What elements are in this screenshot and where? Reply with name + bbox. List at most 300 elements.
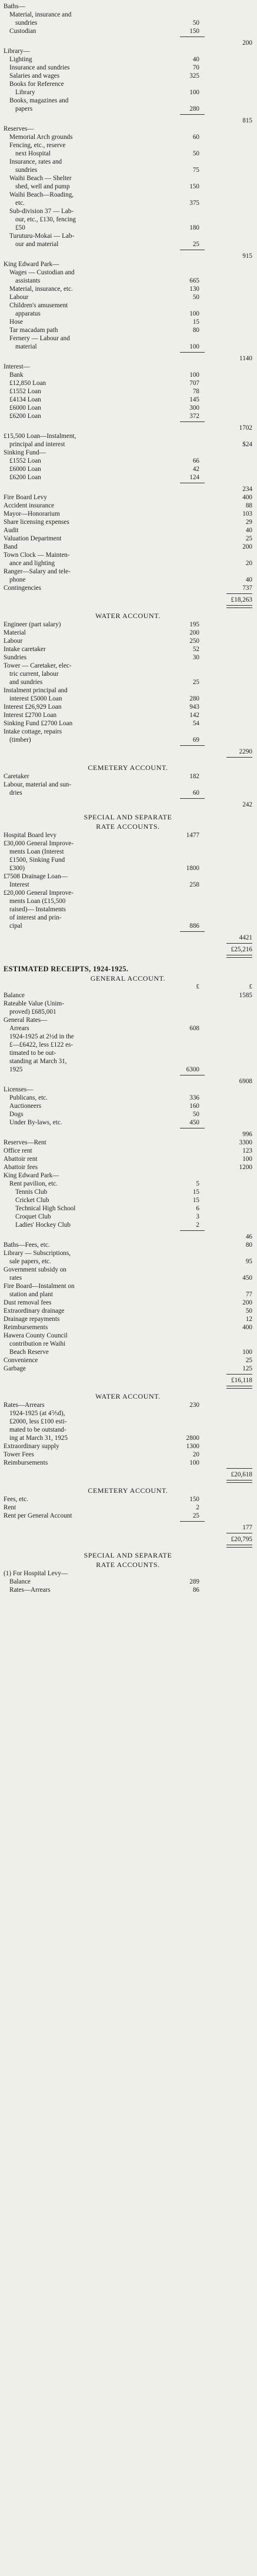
ledger-item-label: shed, well and pump — [15, 183, 70, 190]
ledger-row — [4, 856, 252, 864]
ledger-item-label: Ranger—Salary and tele- — [4, 568, 71, 575]
ledger-item-label: Sub-division 37 — Lab- — [9, 208, 74, 215]
ledger-item-label: Tennis Club — [15, 1189, 48, 1196]
ledger-amount: 70 — [192, 64, 199, 71]
ledger-item-label: our, etc., £130, fencing — [15, 216, 76, 223]
ledger-item-label: £6000 Loan — [9, 466, 41, 473]
ledger-total-amount: 88 — [245, 502, 252, 509]
ledger-total-amount: £18,263 — [231, 596, 252, 603]
ledger-row — [4, 695, 252, 703]
ledger-item-label: Baths— — [4, 3, 25, 10]
ledger-row — [4, 1204, 252, 1213]
ledger-item-label: Sundries — [4, 654, 27, 661]
ledger-row — [4, 864, 252, 872]
ledger-item-label: cipal — [9, 922, 22, 930]
ledger-item-label: Interest— — [4, 363, 30, 370]
ledger-amount: 124 — [189, 474, 199, 481]
ledger-row — [4, 1147, 252, 1155]
ledger-item-label: Publicans, etc. — [9, 1094, 48, 1101]
ledger-item-label: sundries — [15, 167, 38, 174]
ledger-item-label: Fernery — Labour and — [9, 335, 70, 342]
ledger-amount: 60 — [192, 134, 199, 141]
ledger-row — [4, 559, 252, 567]
ledger-item-label: Caretaker — [4, 773, 29, 780]
special-receipts-heading: SPECIAL AND SEPARATE — [84, 1551, 172, 1559]
ledger-item-label: station and plant — [9, 1291, 53, 1298]
ledger-amount: 50 — [192, 294, 199, 301]
ledger-total-amount: 80 — [245, 1241, 252, 1249]
ledger-amount: 160 — [189, 1103, 199, 1110]
ledger-row — [4, 1290, 252, 1299]
ledger-total-amount: 40 — [245, 527, 252, 534]
ledger-amount: 1800 — [186, 865, 199, 872]
special-accounts-subheading: RATE ACCOUNTS. — [96, 822, 160, 831]
ledger-item-label: principal and interest — [9, 441, 65, 448]
ledger-total-amount: 1140 — [239, 355, 252, 362]
ledger-amount: 100 — [189, 371, 199, 379]
ledger-amount: 100 — [189, 343, 199, 350]
ledger-amount: 886 — [189, 922, 199, 930]
ledger-row — [4, 285, 252, 293]
ledger-row — [4, 457, 252, 465]
ledger-row — [4, 881, 252, 889]
ledger-row — [4, 1523, 252, 1532]
ledger-row — [4, 1307, 252, 1315]
ledger-amount: 150 — [189, 1496, 199, 1503]
ledger-total-amount: 100 — [242, 1156, 252, 1163]
ledger-row — [4, 215, 252, 224]
ledger-row — [4, 1535, 252, 1543]
ledger-total-amount: 450 — [242, 1274, 252, 1282]
ledger-total-amount: 25 — [245, 535, 252, 542]
ledger-row — [4, 1503, 252, 1512]
ledger-row — [4, 1008, 252, 1016]
ledger-row — [4, 493, 252, 502]
ledger-item-label: Books, magazines and — [9, 97, 69, 104]
ledger-item-label: Lighting — [9, 56, 32, 63]
ledger-item-label: Convenience — [4, 1357, 38, 1364]
ledger-item-label: Rateable Value (Unim- — [4, 1000, 64, 1007]
ledger-total-amount: 50 — [245, 1307, 252, 1314]
ledger-row — [4, 897, 252, 905]
ledger-row — [4, 1085, 252, 1094]
ledger-total-amount: 29 — [245, 519, 252, 526]
ledger-row — [4, 1470, 252, 1479]
ledger-amount: 943 — [189, 703, 199, 711]
ledger-item-label: Reserves— — [4, 125, 34, 132]
ledger-row — [4, 465, 252, 473]
ledger-item-label: Office rent — [4, 1147, 32, 1154]
ledger-item-label: £1500, Sinking Fund — [9, 857, 65, 864]
ledger-item-label: King Edward Park— — [4, 1172, 59, 1179]
ledger-item-label: Extraordinary drainage — [4, 1307, 65, 1314]
ledger-item-label: Material, insurance, etc. — [9, 286, 73, 293]
ledger-item-label: Drainage repayments — [4, 1316, 60, 1323]
ledger-amount: 42 — [192, 466, 199, 473]
ledger-amount: 66 — [192, 457, 199, 464]
ledger-amount: 1300 — [186, 1443, 199, 1450]
ledger-row — [4, 991, 252, 1000]
ledger-item-label: Reimbursements — [4, 1324, 48, 1331]
ledger-item-label: £1552 Loan — [9, 457, 41, 464]
ledger-item-label: 1924-1925 (at 4⅖d), — [9, 1410, 65, 1417]
ledger-item-label: Interest £2700 Loan — [4, 712, 57, 719]
ledger-amount: 20 — [192, 1451, 199, 1458]
ledger-total-amount: £20,618 — [231, 1471, 252, 1478]
ledger-total-amount: 200 — [242, 543, 252, 550]
ledger-item-label: Rates—Arrears — [4, 1402, 45, 1409]
ledger-item-label: Town Clock — Mainten- — [4, 552, 70, 559]
ledger-item-label: Mayor—Honorarium — [4, 510, 60, 517]
ledger-amount: 608 — [189, 1025, 199, 1032]
ledger-row — [4, 1016, 252, 1024]
ledger-row — [4, 191, 252, 199]
ledger-amount: 707 — [189, 380, 199, 387]
ledger-item-label: Abattoir rent — [4, 1156, 38, 1163]
ledger-row — [4, 1340, 252, 1348]
ledger-item-label: Instalment principal and — [4, 687, 68, 694]
ledger-row — [4, 105, 252, 113]
ledger-row — [4, 326, 252, 334]
ledger-item-label: Reimbursements — [4, 1459, 48, 1466]
cemetery-expenditure-list — [4, 772, 252, 809]
ledger-amount: 60 — [192, 789, 199, 796]
pounds-total-header: £ — [249, 983, 252, 990]
ledger-row — [4, 728, 252, 736]
ledger-amount: 289 — [189, 1578, 199, 1585]
ledger-row — [4, 645, 252, 653]
ledger-row — [4, 1409, 252, 1418]
ledger-row — [4, 1282, 252, 1290]
ledger-row — [4, 736, 252, 744]
ledger-row — [4, 240, 252, 248]
ledger-item-label: Custodian — [9, 28, 36, 35]
ledger-row — [4, 1094, 252, 1102]
ledger-row — [4, 485, 252, 493]
ledger-item-label: Garbage — [4, 1365, 26, 1372]
ledger-item-label: Fire Board—Instalment on — [4, 1283, 75, 1290]
ledger-row — [4, 551, 252, 559]
ledger-row — [4, 150, 252, 158]
ledger-item-label: Labour — [9, 294, 29, 301]
ledger-row — [4, 670, 252, 678]
ledger-row — [4, 371, 252, 379]
total-rule — [4, 604, 252, 608]
ledger-row — [4, 19, 252, 27]
ledger-row — [4, 781, 252, 789]
ledger-amount: 450 — [189, 1119, 199, 1126]
ledger-amount: 2800 — [186, 1435, 199, 1442]
ledger-row — [4, 1418, 252, 1426]
ledger-row — [4, 1315, 252, 1323]
ledger-item-label: contribution re Waihi — [9, 1340, 66, 1347]
ledger-item-label: Under By-laws, etc. — [9, 1119, 62, 1126]
ledger-row — [4, 1356, 252, 1365]
ledger-row — [4, 502, 252, 510]
ledger-item-label: Hospital Board levy — [4, 832, 57, 839]
ledger-row — [4, 1376, 252, 1385]
ledger-total-amount: 915 — [242, 253, 252, 260]
ledger-item-label: £2000, less £100 esti- — [9, 1418, 67, 1425]
ledger-item-label: sundries — [15, 19, 38, 26]
ledger-amount: 3 — [196, 1213, 199, 1220]
ledger-row — [4, 596, 252, 604]
ledger-row — [4, 839, 252, 848]
ledger-row — [4, 1495, 252, 1503]
ledger-row — [4, 772, 252, 781]
ledger-row — [4, 158, 252, 166]
ledger-row — [4, 11, 252, 19]
ledger-row — [4, 584, 252, 592]
ledger-amount: 50 — [192, 19, 199, 26]
ledger-row — [4, 1442, 252, 1450]
ledger-item-label: Rates—Arrears — [9, 1586, 51, 1594]
ledger-item-label: Band — [4, 543, 18, 550]
ledger-row — [4, 133, 252, 141]
receipts-list — [4, 991, 252, 1388]
ledger-total-amount: 77 — [245, 1291, 252, 1298]
ledger-item-label: Hawera County Council — [4, 1332, 68, 1339]
general-account-heading: GENERAL ACCOUNT. — [90, 974, 166, 982]
ledger-total-amount: $24 — [242, 441, 252, 448]
ledger-row — [4, 27, 252, 35]
ledger-item-label: Baths—Fees, etc. — [4, 1241, 50, 1249]
ledger-total-amount: 1585 — [239, 992, 252, 999]
ledger-item-label: of interest and prin- — [9, 914, 62, 921]
ledger-item-label: Contingencies — [4, 585, 42, 592]
ledger-total-amount: £20,795 — [231, 1536, 252, 1543]
ledger-item-label: Cricket Club — [15, 1197, 49, 1204]
ledger-row — [4, 1000, 252, 1008]
ledger-item-label: Balance — [9, 1578, 31, 1585]
ledger-item-label: £12,850 Loan — [9, 380, 46, 387]
ledger-row — [4, 1110, 252, 1118]
water-receipts-heading: WATER ACCOUNT. — [95, 1392, 161, 1400]
ledger-item-label: Salaries and wages — [9, 72, 60, 79]
ledger-item-label: £15,500 Loan—Instalment, — [4, 433, 76, 440]
ledger-amount: 80 — [192, 327, 199, 334]
ledger-row — [4, 1033, 252, 1041]
ledger-total-amount: 737 — [242, 585, 252, 592]
ledger-item-label: Books for Reference — [9, 81, 64, 88]
ledger-item-label: Children's amusement — [9, 302, 68, 309]
ledger-row — [4, 1266, 252, 1274]
ledger-amount: 372 — [189, 413, 199, 420]
ledger-item-label: Tar macadam path — [9, 327, 58, 334]
ledger-item-label: Interest £26,929 Loan — [4, 703, 62, 711]
ledger-amount: 75 — [192, 167, 199, 174]
ledger-row — [4, 1586, 252, 1594]
ledger-item-label: Insurance, rates and — [9, 158, 62, 165]
ledger-row — [4, 678, 252, 686]
ledger-item-label: Fencing, etc., reserve — [9, 142, 66, 149]
total-rule — [4, 1543, 252, 1547]
ledger-row — [4, 1434, 252, 1442]
ledger-row — [4, 1578, 252, 1586]
ledger-item-label: interest £5000 Loan — [9, 695, 62, 702]
ledger-row — [4, 872, 252, 881]
ledger-row — [4, 1180, 252, 1188]
ledger-item-label: Sinking Fund— — [4, 449, 46, 456]
ledger-item-label: timated to be out- — [9, 1050, 56, 1057]
ledger-amount: 52 — [192, 646, 199, 653]
ledger-total-amount: 2290 — [239, 748, 252, 755]
ledger-row — [4, 404, 252, 412]
ledger-row — [4, 277, 252, 285]
ledger-row — [4, 387, 252, 396]
ledger-row — [4, 518, 252, 526]
ledger-item-label: phone — [9, 576, 26, 583]
ledger-row — [4, 848, 252, 856]
ledger-item-label: ments Loan (Interest — [9, 848, 64, 855]
ledger-item-label: £1552 Loan — [9, 388, 41, 395]
ledger-row — [4, 141, 252, 150]
ledger-row — [4, 1188, 252, 1196]
ledger-row — [4, 64, 252, 72]
ledger-item-label: Intake cottage, repairs — [4, 728, 62, 735]
ledger-item-label: Dust removal fees — [4, 1299, 52, 1306]
ledger-item-label: Waihi Beach—Roading, — [9, 191, 74, 198]
ledger-row — [4, 1459, 252, 1467]
ledger-item-label: standing at March 31, — [9, 1058, 67, 1065]
ledger-amount: 375 — [189, 200, 199, 207]
ledger-row — [4, 1065, 252, 1074]
ledger-amount: 300 — [189, 404, 199, 411]
ledger-row — [4, 1257, 252, 1266]
ledger-item-label: £7508 Drainage Loan— — [4, 873, 68, 880]
ledger-amount: 150 — [189, 183, 199, 190]
ledger-row — [4, 629, 252, 637]
ledger-row — [4, 1155, 252, 1163]
ledger-item-label: Extraordinary supply — [4, 1443, 59, 1450]
ledger-item-label: ments Loan (£15,500 — [9, 898, 66, 905]
ledger-row — [4, 334, 252, 343]
ledger-row — [4, 510, 252, 518]
water-receipts-list — [4, 1401, 252, 1482]
ledger-amount: 2 — [196, 1504, 199, 1511]
ledger-item-label: next Hospital — [15, 150, 51, 157]
ledger-row — [4, 80, 252, 88]
ledger-row — [4, 268, 252, 277]
ledger-amount: 86 — [192, 1586, 199, 1594]
ledger-amount: 25 — [192, 241, 199, 248]
ledger-row — [4, 424, 252, 432]
ledger-amount: 6300 — [186, 1066, 199, 1073]
ledger-total-amount: 20 — [245, 560, 252, 567]
ledger-item-label: material — [15, 343, 37, 350]
ledger-row — [4, 1163, 252, 1171]
ledger-item-label: Technical High School — [15, 1205, 76, 1212]
ledger-row — [4, 1233, 252, 1241]
ledger-row — [4, 1332, 252, 1340]
ledger-total-amount: £25,216 — [231, 946, 252, 953]
ledger-item-label: Rent pavilion, etc. — [9, 1180, 58, 1187]
ledger-row — [4, 343, 252, 351]
pounds-column-header: £ — [196, 983, 199, 990]
ledger-item-label: King Edward Park— — [4, 261, 59, 268]
ledger-row — [4, 396, 252, 404]
ledger-item-label: Share licensing expenses — [4, 519, 69, 526]
ledger-row — [4, 1450, 252, 1459]
ledger-item-label: Fees, etc. — [4, 1496, 28, 1503]
ledger-item-label: Library— — [4, 48, 30, 55]
ledger-item-label: Auctioneers — [9, 1103, 42, 1110]
ledger-item-label: £6000 Loan — [9, 404, 41, 411]
ledger-row — [4, 526, 252, 535]
expenditure-list — [4, 2, 252, 608]
ledger-item-label: papers — [15, 105, 33, 112]
ledger-item-label: Material — [4, 629, 26, 636]
ledger-row — [4, 1241, 252, 1249]
ledger-item-label: £6200 Loan — [9, 413, 41, 420]
ledger-row — [4, 703, 252, 711]
ledger-item-label: tric current, labour — [9, 670, 59, 678]
ledger-amount: 30 — [192, 654, 199, 661]
ledger-row — [4, 412, 252, 420]
ledger-total-amount: 200 — [242, 39, 252, 47]
ledger-total-amount: 1702 — [239, 424, 252, 431]
ledger-total-amount: 996 — [242, 1131, 252, 1138]
ledger-row — [4, 686, 252, 695]
ledger-row — [4, 379, 252, 387]
ledger-amount: 150 — [189, 28, 199, 35]
ledger-row — [4, 1426, 252, 1434]
ledger-row — [4, 945, 252, 954]
ledger-item-label: Arrears — [9, 1025, 29, 1032]
ledger-item-label: and sundries — [9, 679, 43, 686]
ledger-row — [4, 301, 252, 310]
ledger-item-label: Government subsidy on — [4, 1266, 66, 1273]
ledger-amount: 25 — [192, 1512, 199, 1519]
special-receipts-list — [4, 1569, 252, 1594]
ledger-item-label: (1) For Hospital Levy— — [4, 1570, 68, 1577]
ledger-amount: 100 — [189, 310, 199, 317]
ledger-item-label: Rent — [4, 1504, 16, 1511]
ledger-item-label: Reserves—Rent — [4, 1139, 46, 1146]
ledger-item-label: etc. — [15, 200, 25, 207]
ledger-row — [4, 1249, 252, 1257]
ledger-amount: 180 — [189, 224, 199, 231]
ledger-item-label: our and material — [15, 241, 59, 248]
ledger-total-amount: 400 — [242, 1324, 252, 1331]
ledger-row — [4, 117, 252, 125]
ledger-total-amount: 40 — [245, 576, 252, 583]
ledger-row — [4, 449, 252, 457]
cemetery-receipts-heading: CEMETERY ACCOUNT. — [88, 1486, 168, 1495]
ledger-row — [4, 1213, 252, 1221]
ledger-row — [4, 293, 252, 301]
ledger-row — [4, 1171, 252, 1180]
ledger-total-amount: 95 — [245, 1258, 252, 1265]
ledger-amount: 15 — [192, 1197, 199, 1204]
ledger-row — [4, 224, 252, 232]
ledger-amount: 2 — [196, 1221, 199, 1229]
ledger-amount: 40 — [192, 56, 199, 63]
ledger-total-amount: 200 — [242, 1299, 252, 1306]
ledger-item-label: Croquet Club — [15, 1213, 51, 1220]
ledger-row — [4, 1569, 252, 1578]
ledger-row — [4, 1049, 252, 1057]
ledger-amount: 100 — [189, 89, 199, 96]
ledger-amount: 5 — [196, 1180, 199, 1187]
ledger-row — [4, 748, 252, 756]
ledger-row — [4, 39, 252, 47]
ledger-item-label: £4134 Loan — [9, 396, 41, 403]
ledger-total-amount: 1200 — [239, 1164, 252, 1171]
ledger-amount: 1477 — [186, 832, 199, 839]
ledger-row — [4, 1299, 252, 1307]
ledger-row — [4, 47, 252, 55]
